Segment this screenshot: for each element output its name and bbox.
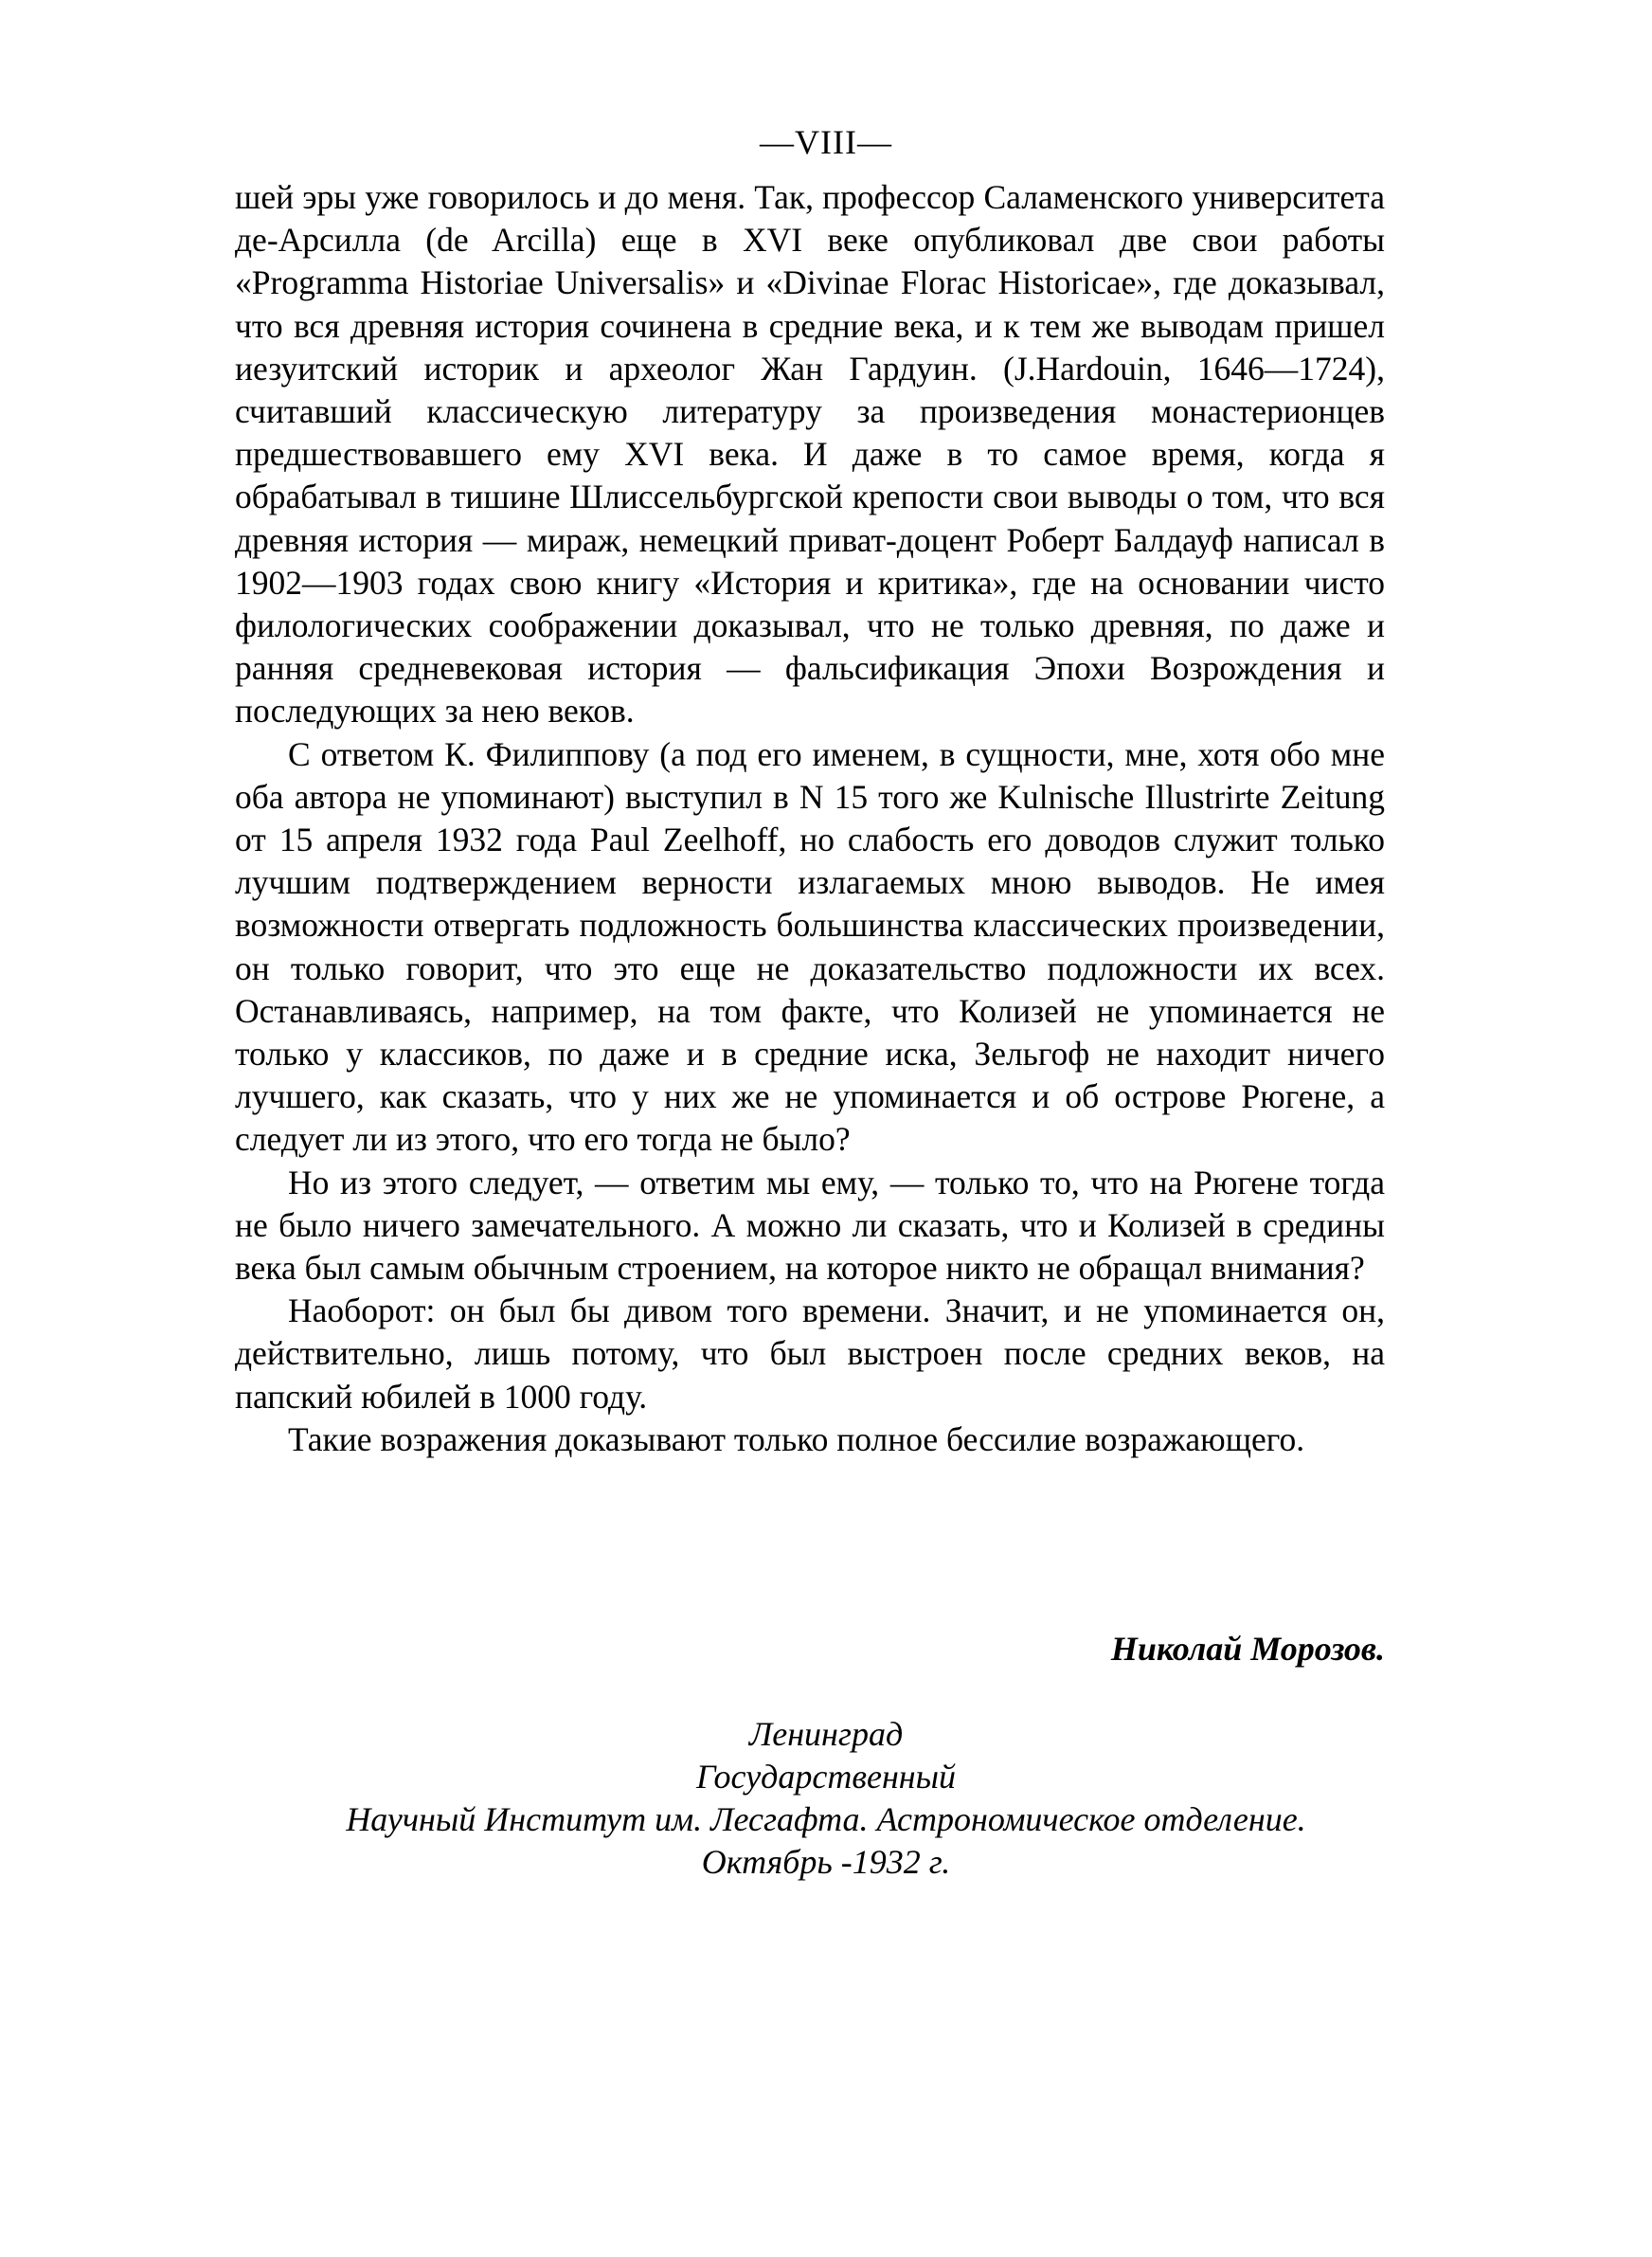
dateline-department: Научный Институт им. Лесгафта. Астрономическое отделение.: [346, 1800, 1306, 1838]
body-text: [235, 176, 1385, 1461]
dateline-institution: Государственный: [695, 1758, 957, 1796]
author-signature: Николай Морозов.: [1110, 1630, 1385, 1668]
dateline-city: Ленинград: [748, 1715, 904, 1753]
dateline-date: Октябрь -1932 г.: [701, 1843, 951, 1881]
paragraph-3: Но из этого следует, — ответим мы ему, — только то, что на Рюгене тогда не было ничего замечательного. А можно ли сказать, что и Колизей в средины века был самым обычным строением, на которое никто не обращал внимания?: [235, 1163, 1385, 1288]
paragraph-1: шей эры уже говорилось и до меня. Так, профессор Саламенского университета де-Арсилла (de Arcilla) еще в XVI веке опубликовал две свои работы «Programma Historiae Universalis» и «Divinae Florac Historicae», где доказывал, что вся древняя история сочинена в средние века, и к тем же выводам пришел иезуитский историк и археолог Жан Гардуин. (J.Hardouin, 1646—1724), считавший классическую литературу за произведения монастерионцев предшествовавшего ему XVI века. И даже в то самое время, когда я обрабатывал в тишине Шлиссельбургской крепости свои выводы о том, что вся древняя история — мираж, немецкий приват-доцент Роберт Балдауф написал в 1902—1903 годах свою книгу «История и критика», где на основании чисто филологических соображении доказывал, что не только древняя, по даже и ранняя средневековая история — фальсификация Эпохи Возрождения и последующих за нею веков.: [235, 178, 1385, 731]
paragraph-2: С ответом К. Филиппову (а под его именем, в сущности, мне, хотя обо мне оба автора не упоминают) выступил в N 15 того же Kulnische Illustrirte Zeitung от 15 апреля 1932 года Paul Zeelhoff, но слабость его доводов служит только лучшим подтверждением верности излагаемых мною выводов. Не имея возможности отвергать подложность большинства классических произведении, он только говорит, что это еще не доказательство подложности их всех. Останавливаясь, например, на том факте, что Колизей не упоминается не только у классиков, по даже и в средние иска, Зельгоф не находит ничего лучшего, как сказать, что у них же не упоминается и об острове Рюгене, а следует ли из этого, что его тогда не было?: [235, 734, 1385, 1159]
paragraph-5: Такие возражения доказывают только полное бессилие возражающего.: [288, 1419, 1305, 1458]
page-number: —VIII—: [760, 123, 892, 161]
paragraph-4: Наоборот: он был бы дивом того времени. Значит, и не упоминается он, действительно, лишь потому, что был выстроен после средних веков, на папский юбилей в 1000 году.: [235, 1291, 1385, 1416]
dateline: [0, 1713, 1652, 1884]
